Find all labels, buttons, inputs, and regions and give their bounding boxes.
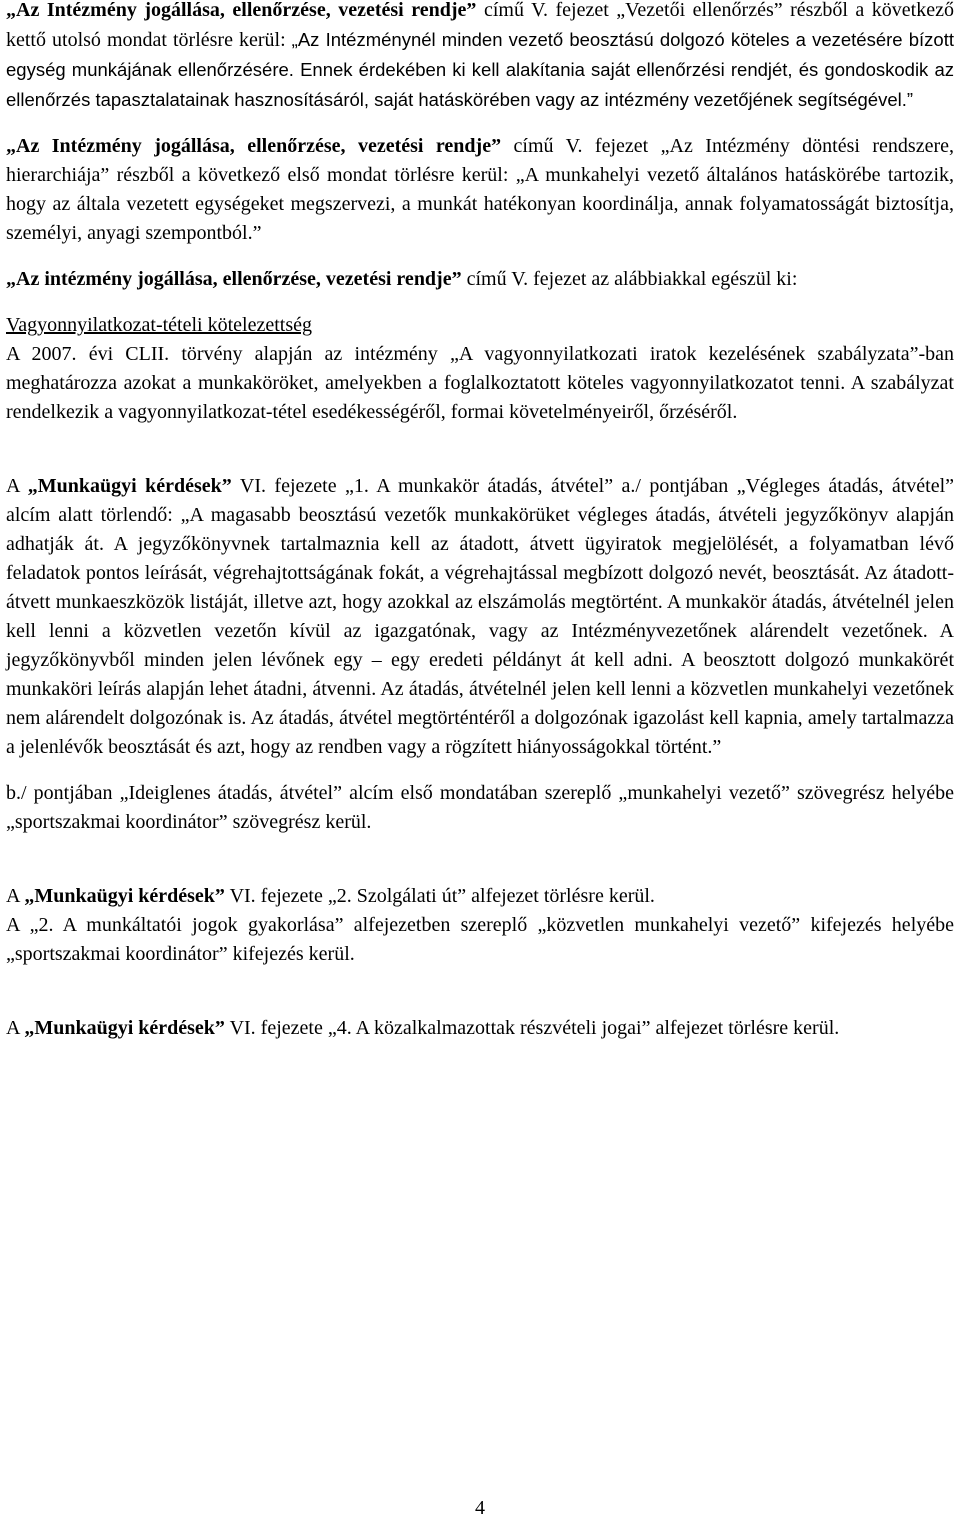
paragraph-dontesi-rendszer xyxy=(6,132,954,248)
paragraph-szolgalati-ut: A „Munkaügyi kérdések” VI. fejezete „2. Szolgálati út” alfejezet törlésre kerül. xyxy=(6,885,655,907)
chapter-reference: „Munkaügyi kérdések” xyxy=(24,885,225,907)
paragraph-kiegeszites xyxy=(6,265,954,294)
paragraph-reszveteli-jogok: A „Munkaügyi kérdések” VI. fejezete „4. A közalkalmazottak részvételi jogai” alfejezet törlésre kerül. xyxy=(6,1017,840,1039)
section-reference-heading: „Az Intézmény jogállása, ellenőrzése, vezetési rendje” xyxy=(6,0,477,21)
paragraph-munkakor-atadas: A „Munkaügyi kérdések” VI. fejezete „1. A munkakör átadás, átvétel” a./ pontjában „Végleges átadás, átvétel” alcím alatt törlendő: „A magasabb beosztású vezetők munkakörüket végleges átadás, átvételi jegyzőkönyv alapján adhatják át. A jegyzőkönyvnek tartalmaznia kell az átadott, átvett ügyiratok megjelölését, a folyamatban lévő feladatok pontos leírását, végrehajtottságának fokát, a végrehajtással megbízott dolgozó nevét, beosztását. Az átadott-átvett munkaeszközök listáját, illetve azt, hogy azokkal az elszámolás megtörtént. A munkakör átadás, átvételnél jelen kell lenni a közvetlen vezetőn kívül az igazgatónak, vagy az Intézményvezetőnek alárendelt vezetőnek. A jegyzőkönyvből minden jelen lévőnek egy – egy eredeti példányt át kell adni. A beosztott dolgozó munkakörét munkaköri leírás alapján lehet átadni, átvenni. Az átadás, átvételnél jelen kell lenni a közvetlen munkahelyi vezetőnek nem alárendelt dolgozónak is. Az átadás, átvétel megtörténtéről a dolgozónak igazolást kell kapnia, amely tartalmazza a jelenlévők beosztását és azt, hogy az rendben vagy a rögzített hiányosságokkal történt.” xyxy=(6,475,955,758)
paragraph-text: VI. fejezete „4. A közalkalmazottak részvételi jogai” alfejezet törlésre kerül. xyxy=(224,1017,840,1039)
paragraph-text: című V. fejezet az alábbiakkal egészül ki: xyxy=(461,268,798,290)
chapter-reference: „Munkaügyi kérdések” xyxy=(24,1017,225,1039)
document-page xyxy=(6,0,954,1043)
paragraph-text: VI. fejezete „1. A munkakör átadás, átvétel” a./ pontjában „Végleges átadás, átvétel” alcím alatt törlendő: „A magasabb beosztású vezetők munkakörüket végleges átadás, átvételi jegyzőkönyv alapján adhatják át. A jegyzőkönyvnek tartalmaznia kell az átadott, átvett ügyiratok megjelölését, a folyamatban lévő feladatok pontos leírását, végrehajtottságának fokát, a végrehajtással megbízott dolgozó nevét, beosztását. Az átadott-átvett munkaeszközök listáját, illetve azt, hogy azokkal az elszámolás megtörtént. A munkakör átadás, átvételnél jelen kell lenni a közvetlen vezetőn kívül az igazgatónak, vagy az Intézményvezetőnek alárendelt vezetőnek. A jegyzőkönyvből minden jelen lévőnek egy – egy eredeti példányt át kell adni. A beosztott dolgozó munkakörét munkaköri leírás alapján lehet átadni, átvenni. Az átadás, átvételnél jelen kell lenni a közvetlen munkahelyi vezetőnek nem alárendelt dolgozónak is. Az átadás, átvétel megtörténtéről a dolgozónak igazolást kell kapnia, amely tartalmazza a jelenlévők beosztását és azt, hogy az rendben vagy a rögzített hiányosságokkal történt.” xyxy=(6,475,955,758)
deleted-quote: „Az Intézménynél minden vezető beosztású dolgozó köteles a vezetésére bízott egység munkájának ellenőrzésére. Ennek érdekében ki kell alakítania saját ellenőrzési rendjét, és gondoskodik az ellenőrzés tapasztalatainak hasznosításáról, saját hatáskörében vagy az intézmény vezetőjének segítségével.” xyxy=(6,29,954,110)
paragraph-ideiglenes-atadas: b./ pontjában „Ideiglenes átadás, átvétel” alcím első mondatában szereplő „munkahelyi vezető” szövegrész helyébe „sportszakmai koordinátor” szövegrész kerül. xyxy=(6,782,954,833)
paragraph-intro: című V. fejezet „Vezetői ellenőrzés” részből a következő kettő utolsó mondat törlésre kerül: xyxy=(6,0,954,51)
paragraph-text: című V. fejezet „Az Intézmény döntési rendszere, hierarchiája” részből a következő első mondat törlésre kerül: „A munkahelyi vezető általános hatáskörébe tartozik, hogy az általa vezetett egységeket megszervezi, a munkát hatékonyan koordinálja, annak folyamatosságát biztosítja, személyi, anyagi szempontból.” xyxy=(6,135,954,244)
paragraph-munkaltatoi-jogok: A „2. A munkáltatói jogok gyakorlása” alfejezetben szereplő „közvetlen munkahelyi vezető” kifejezés helyébe „sportszakmai koordinátor” kifejezés kerül. xyxy=(6,914,954,965)
section-reference-heading: „Az intézmény jogállása, ellenőrzése, vezetési rendje” xyxy=(6,268,462,290)
page-number: 4 xyxy=(475,1497,485,1519)
paragraph-vezetoi-ellenorzes xyxy=(6,0,954,115)
paragraph-text: VI. fejezete „2. Szolgálati út” alfejezet törlésre kerül. xyxy=(224,885,655,907)
section-title: Vagyonnyilatkozat-tételi kötelezettség xyxy=(6,314,312,336)
paragraph-vagyonnyilatkozat: A 2007. évi CLII. törvény alapján az intézmény „A vagyonnyilatkozati iratok kezelésének szabályzata”-ban meghatározza azokat a munkaköröket, amelyekben a foglalkoztatott köteles vagyonnyilatkozatot tenni. A szabályzat rendelkezik a vagyonnyilatkozat-tétel esedékességéről, formai követelményeiről, őrzéséről. xyxy=(6,343,954,423)
section-reference-heading: „Az Intézmény jogállása, ellenőrzése, vezetési rendje” xyxy=(6,135,502,157)
chapter-reference: „Munkaügyi kérdések” xyxy=(27,475,232,497)
